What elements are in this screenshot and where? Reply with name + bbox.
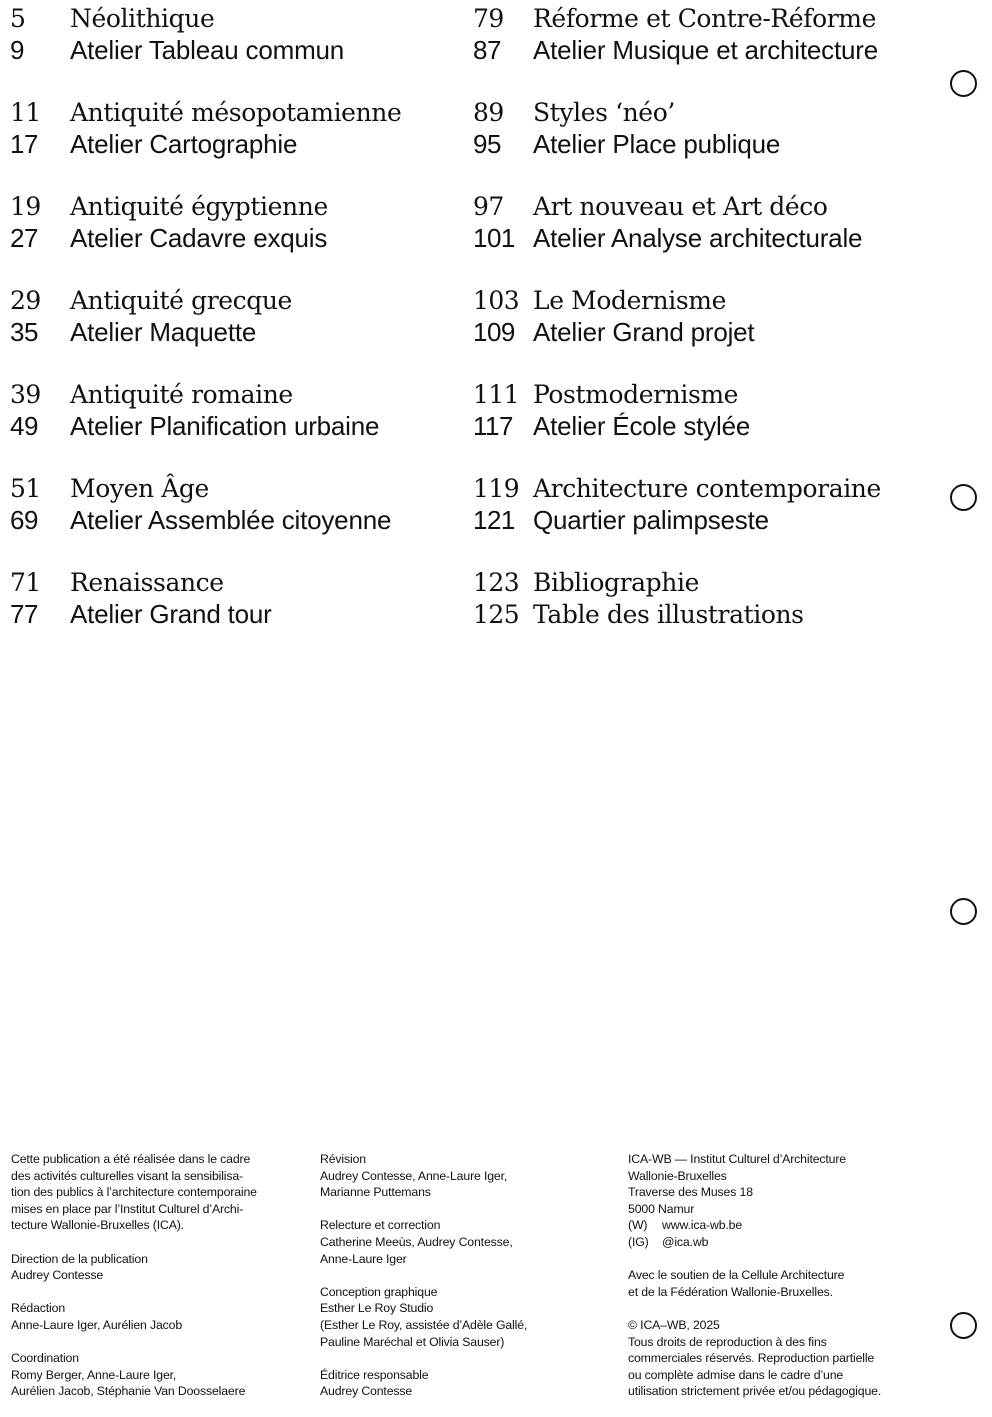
toc-page-number: 17 bbox=[10, 128, 38, 159]
colophon-column-2 bbox=[320, 1151, 620, 1417]
toc-title: Table des illustrations bbox=[533, 599, 804, 629]
address-line: 5000 Namur bbox=[628, 1201, 695, 1216]
toc-entry[interactable] bbox=[10, 505, 450, 537]
toc-entry[interactable] bbox=[473, 567, 933, 599]
credit-relecture bbox=[320, 1217, 620, 1267]
toc-page-number: 69 bbox=[10, 504, 38, 535]
toc-page-number: 87 bbox=[473, 34, 501, 65]
address-line: ICA-WB — Institut Culturel d’Architecture bbox=[628, 1152, 846, 1166]
toc-title: Atelier Grand tour bbox=[70, 598, 272, 629]
toc-entry[interactable] bbox=[473, 505, 933, 537]
toc-entry[interactable] bbox=[473, 35, 933, 67]
toc-page-number: 35 bbox=[10, 316, 38, 347]
toc-page-number: 9 bbox=[10, 34, 24, 65]
copyright-line: Tous droits de reproduction à des fins bbox=[628, 1334, 827, 1349]
toc-group bbox=[473, 191, 933, 254]
toc-page-number: 119 bbox=[473, 474, 520, 503]
credit-redaction bbox=[11, 1300, 311, 1333]
toc-title: Moyen Âge bbox=[70, 474, 209, 503]
binder-hole-icon bbox=[950, 1312, 977, 1339]
credit-editrice bbox=[320, 1367, 620, 1400]
toc-entry[interactable] bbox=[473, 191, 933, 223]
toc-page-number: 101 bbox=[473, 222, 515, 253]
toc-title: Antiquité mésopotamienne bbox=[70, 98, 402, 127]
intro-line: Cette publication a été réalisée dans le cadre bbox=[11, 1152, 251, 1166]
colophon-column-3 bbox=[628, 1151, 928, 1417]
toc-group bbox=[10, 567, 450, 630]
toc-title: Réforme et Contre-Réforme bbox=[533, 4, 877, 33]
credit-label: Éditrice responsable bbox=[320, 1367, 429, 1382]
address-line: Traverse des Muses 18 bbox=[628, 1185, 753, 1200]
toc-entry[interactable] bbox=[10, 379, 450, 411]
toc-page-number: 77 bbox=[10, 598, 38, 629]
copyright-line: commerciales réservés. Reproduction partielle bbox=[628, 1351, 875, 1366]
toc-entry[interactable] bbox=[10, 473, 450, 505]
address-line: Wallonie-Bruxelles bbox=[628, 1168, 727, 1183]
toc-page-number: 79 bbox=[473, 4, 504, 33]
toc-title: Antiquité romaine bbox=[70, 380, 293, 409]
toc-page-number: 117 bbox=[473, 410, 513, 441]
intro-line: tion des publics à l’architecture contemporaine bbox=[11, 1185, 257, 1200]
toc-right-column bbox=[473, 3, 933, 661]
contact-instagram bbox=[628, 1234, 928, 1251]
credit-label: Conception graphique bbox=[320, 1284, 438, 1299]
binder-hole-icon bbox=[950, 484, 977, 511]
credit-names: Anne-Laure Iger bbox=[320, 1251, 407, 1266]
toc-entry[interactable] bbox=[473, 223, 933, 255]
toc-page-number: 71 bbox=[10, 568, 41, 597]
toc-title: Atelier Assemblée citoyenne bbox=[70, 504, 392, 535]
website-link[interactable]: www.ica-wb.be bbox=[662, 1218, 743, 1233]
toc-page-number: 97 bbox=[473, 192, 504, 221]
toc-entry[interactable] bbox=[10, 317, 450, 349]
toc-page-number: 109 bbox=[473, 316, 515, 347]
toc-entry[interactable] bbox=[10, 97, 450, 129]
toc-title: Styles ‘néo’ bbox=[533, 98, 675, 127]
toc-entry[interactable] bbox=[473, 97, 933, 129]
toc-entry[interactable] bbox=[473, 599, 933, 631]
credit-names: Marianne Puttemans bbox=[320, 1185, 431, 1200]
toc-entry[interactable] bbox=[10, 191, 450, 223]
credit-names: Audrey Contesse, Anne-Laure Iger, bbox=[320, 1168, 508, 1183]
intro-line: tecture Wallonie-Bruxelles (ICA). bbox=[11, 1218, 184, 1233]
toc-title: Quartier palimpseste bbox=[533, 504, 769, 535]
copyright-line: ou complète admise dans le cadre d’une bbox=[628, 1367, 844, 1382]
toc-group bbox=[473, 97, 933, 160]
toc-entry[interactable] bbox=[10, 599, 450, 631]
toc-entry[interactable] bbox=[473, 379, 933, 411]
toc-title: Atelier Musique et architecture bbox=[533, 34, 878, 65]
credit-names: Pauline Maréchal et Olivia Sauser) bbox=[320, 1334, 505, 1349]
credit-names: Audrey Contesse bbox=[11, 1268, 104, 1283]
toc-group bbox=[473, 379, 933, 442]
credit-names: (Esther Le Roy, assistée d’Adèle Gallé, bbox=[320, 1317, 528, 1332]
toc-group bbox=[10, 473, 450, 536]
binder-hole-icon bbox=[950, 898, 977, 925]
toc-title: Atelier École stylée bbox=[533, 410, 751, 441]
toc-title: Atelier Analyse architecturale bbox=[533, 222, 863, 253]
credit-label: Relecture et correction bbox=[320, 1218, 441, 1233]
credit-direction bbox=[11, 1251, 311, 1284]
support-line: Avec le soutien de la Cellule Architecture bbox=[628, 1268, 845, 1283]
credit-names: Romy Berger, Anne-Laure Iger, bbox=[11, 1367, 177, 1382]
credit-label: Révision bbox=[320, 1152, 366, 1166]
contact-key: (W) bbox=[628, 1218, 648, 1233]
toc-entry[interactable] bbox=[10, 411, 450, 443]
contact-website bbox=[628, 1217, 928, 1234]
credit-names: Anne-Laure Iger, Aurélien Jacob bbox=[11, 1317, 183, 1332]
toc-entry[interactable] bbox=[10, 567, 450, 599]
toc-page-number: 5 bbox=[10, 4, 26, 33]
toc-page-number: 111 bbox=[473, 380, 520, 409]
toc-page-number: 95 bbox=[473, 128, 501, 159]
toc-entry[interactable] bbox=[473, 3, 933, 35]
toc-group bbox=[473, 473, 933, 536]
toc-title: Atelier Place publique bbox=[533, 128, 781, 159]
intro-line: mises en place par l’Institut Culturel d’Archi- bbox=[11, 1201, 244, 1216]
credit-label: Rédaction bbox=[11, 1301, 66, 1316]
toc-entry[interactable] bbox=[10, 3, 450, 35]
toc-title: Atelier Maquette bbox=[70, 316, 257, 347]
toc-page-number: 11 bbox=[10, 98, 41, 127]
toc-page-number: 89 bbox=[473, 98, 504, 127]
toc-left-column bbox=[10, 3, 450, 661]
toc-title: Atelier Cadavre exquis bbox=[70, 222, 328, 253]
credit-conception bbox=[320, 1284, 620, 1350]
toc-page-number: 51 bbox=[10, 474, 41, 503]
copyright-line: © ICA–WB, 2025 bbox=[628, 1317, 720, 1332]
toc-page-number: 27 bbox=[10, 222, 38, 253]
intro-line: des activités culturelles visant la sensibilisa- bbox=[11, 1168, 244, 1183]
toc-group bbox=[10, 97, 450, 160]
toc-title: Antiquité égyptienne bbox=[70, 192, 328, 221]
toc-entry[interactable] bbox=[473, 411, 933, 443]
toc-entry[interactable] bbox=[473, 473, 933, 505]
copyright-line: utilisation strictement privée et/ou pédagogique. bbox=[628, 1384, 882, 1399]
toc-group bbox=[10, 3, 450, 66]
toc-title: Atelier Cartographie bbox=[70, 128, 298, 159]
credit-revision bbox=[320, 1151, 620, 1201]
credit-coordination bbox=[11, 1350, 311, 1400]
toc-page-number: 29 bbox=[10, 286, 41, 315]
toc-group bbox=[10, 379, 450, 442]
instagram-handle[interactable]: @ica.wb bbox=[662, 1234, 709, 1249]
credit-names: Esther Le Roy Studio bbox=[320, 1301, 434, 1316]
toc-title: Bibliographie bbox=[533, 568, 699, 597]
toc-title: Architecture contemporaine bbox=[533, 474, 881, 503]
toc-entry[interactable] bbox=[10, 223, 450, 255]
toc-title: Postmodernisme bbox=[533, 380, 739, 409]
toc-entry[interactable] bbox=[10, 129, 450, 161]
colophon-column-1 bbox=[11, 1151, 311, 1417]
toc-title: Le Modernisme bbox=[533, 286, 726, 315]
toc-group bbox=[473, 285, 933, 348]
colophon-intro bbox=[11, 1151, 311, 1234]
toc-group bbox=[473, 567, 933, 630]
toc-title: Art nouveau et Art déco bbox=[533, 192, 828, 221]
toc-entry[interactable] bbox=[10, 285, 450, 317]
credit-label: Coordination bbox=[11, 1351, 79, 1366]
toc-page-number: 121 bbox=[473, 504, 515, 535]
toc-group bbox=[10, 191, 450, 254]
toc-page-number: 39 bbox=[10, 380, 41, 409]
toc-page-number: 49 bbox=[10, 410, 38, 441]
toc-group bbox=[473, 3, 933, 66]
support-notice bbox=[628, 1267, 928, 1300]
toc-title: Atelier Planification urbaine bbox=[70, 410, 380, 441]
toc-title: Néolithique bbox=[70, 4, 215, 33]
toc-entry[interactable] bbox=[473, 317, 933, 349]
toc-page-number: 103 bbox=[473, 286, 520, 315]
toc-page-number: 125 bbox=[473, 599, 520, 629]
toc-title: Renaissance bbox=[70, 568, 224, 597]
copyright-notice bbox=[628, 1317, 928, 1400]
toc-group bbox=[10, 285, 450, 348]
credit-names: Audrey Contesse bbox=[320, 1384, 413, 1399]
contact-key: (IG) bbox=[628, 1234, 649, 1249]
toc-title: Antiquité grecque bbox=[70, 286, 292, 315]
toc-title: Atelier Tableau commun bbox=[70, 34, 345, 65]
toc-entry[interactable] bbox=[473, 129, 933, 161]
toc-entry[interactable] bbox=[10, 35, 450, 67]
publisher-address bbox=[628, 1151, 928, 1251]
toc-title: Atelier Grand projet bbox=[533, 316, 755, 347]
credit-names: Catherine Meeùs, Audrey Contesse, bbox=[320, 1234, 513, 1249]
toc-entry[interactable] bbox=[473, 285, 933, 317]
support-line: et de la Fédération Wallonie-Bruxelles. bbox=[628, 1284, 833, 1299]
toc-page-number: 123 bbox=[473, 568, 520, 597]
toc-page-number: 19 bbox=[10, 192, 41, 221]
binder-hole-icon bbox=[950, 70, 977, 97]
credit-label: Direction de la publication bbox=[11, 1251, 148, 1266]
credit-names: Aurélien Jacob, Stéphanie Van Doosselaere bbox=[11, 1384, 246, 1399]
